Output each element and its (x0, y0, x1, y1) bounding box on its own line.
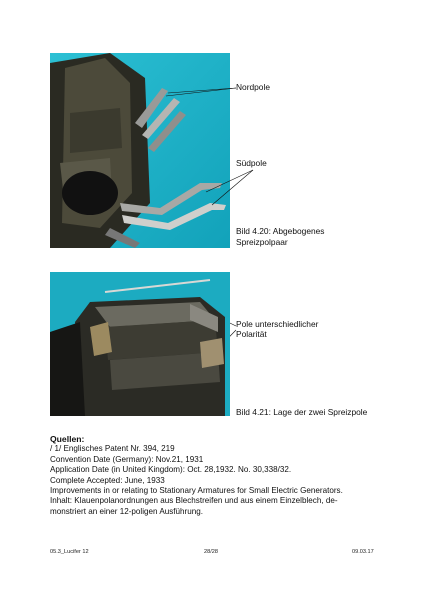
footer-left: 05.3_Lucifer 12 (50, 549, 89, 555)
source-line: Inhalt: Klauenpolanordnungen aus Blechstreifen und aus einem Einzelblech, de- (50, 496, 338, 506)
label-line: Pole unterschiedlicher (236, 319, 319, 329)
source-line: Complete Accepted: June, 1933 (50, 475, 165, 485)
source-line: monstriert an einer 12-poligen Ausführung. (50, 506, 203, 516)
figure-4-20-caption (236, 226, 366, 247)
figure-4-21-photo (50, 272, 230, 416)
source-line: Convention Date (Germany): Nov.21, 1931 (50, 454, 204, 464)
figure-4-21-caption: Bild 4.21: Lage der zwei Spreizpole (236, 407, 368, 417)
label-line: Polarität (236, 329, 267, 339)
caption-line: Bild 4.20: Abgebogenes (236, 226, 325, 236)
label-pole-polaritaet (236, 319, 318, 339)
caption-line: Spreizpolpaar (236, 236, 288, 247)
footer-page-number: 28/28 (204, 549, 218, 555)
source-line: Application Date (in United Kingdom): Oct. 28,1932. No. 30,338/32. (50, 465, 292, 475)
stator-photo-illustration (50, 272, 230, 416)
sources-section (50, 434, 380, 517)
source-line: Improvements in or relating to Stationary Armatures for Small Electric Generators. (50, 486, 343, 496)
sources-heading: Quellen: (50, 434, 85, 444)
label-suedpole: Südpole (236, 158, 267, 168)
label-nordpole: Nordpole (236, 82, 270, 92)
source-line: / 1/ Englisches Patent Nr. 394, 219 (50, 444, 175, 454)
footer-date: 09.03.17 (352, 549, 374, 555)
